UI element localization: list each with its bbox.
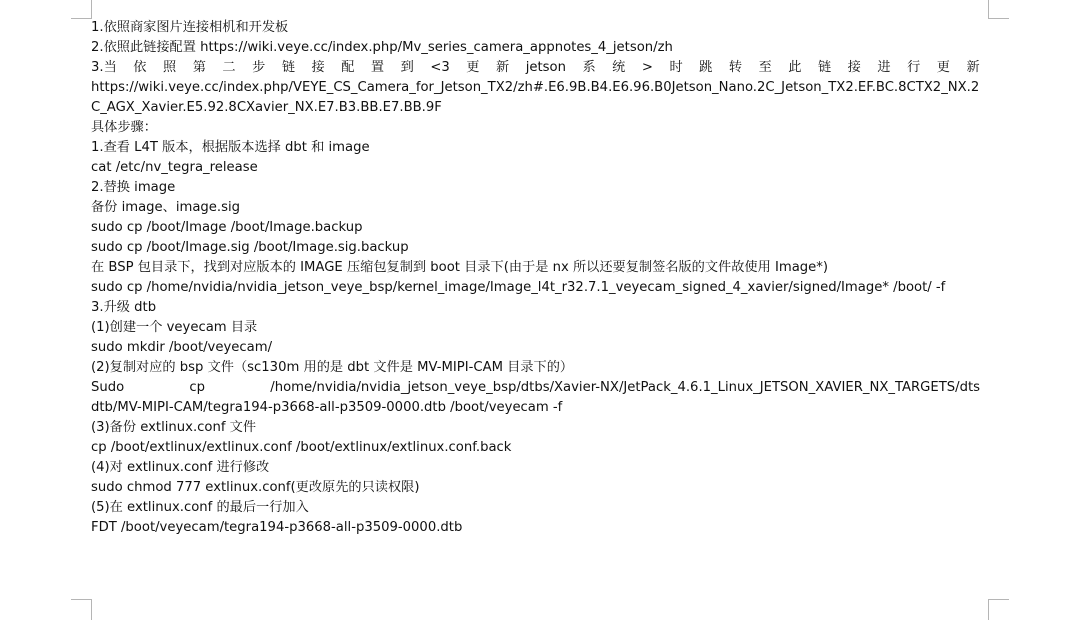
page-corner-mark-bottom-left bbox=[71, 599, 92, 620]
step3-sub5: (5)在 extlinux.conf 的最后一行加入 bbox=[91, 500, 309, 515]
paragraph-config-link: 2.依照此链接配置 https://wiki.veye.cc/index.php/Mv_series_camera_appnotes_4_jetson/zh bbox=[91, 40, 673, 55]
update-system-word: 新 bbox=[496, 60, 510, 75]
update-system-word: 二 bbox=[222, 60, 236, 75]
step3-sub3-command: cp /boot/extlinux/extlinux.conf /boot/extlinux/extlinux.conf.back bbox=[91, 440, 512, 455]
step2-note: 在 BSP 包目录下，找到对应版本的 IMAGE 压缩包复制到 boot 目录下(由于是 nx 所以还要复制签名版的文件故使用 Image*) bbox=[91, 260, 828, 275]
update-system-word: 系 bbox=[582, 60, 596, 75]
update-system-word: 依 bbox=[133, 60, 147, 75]
step1-command: cat /etc/nv_tegra_release bbox=[91, 160, 258, 175]
step3-sub2: (2)复制对应的 bsp 文件（sc130m 用的是 dbt 文件是 MV-MIPI-CAM 目录下的） bbox=[91, 360, 574, 375]
update-system-word: 链 bbox=[281, 60, 295, 75]
update-system-word: 步 bbox=[252, 60, 266, 75]
update-system-word: 接 bbox=[311, 60, 325, 75]
update-system-word: 新 bbox=[966, 60, 980, 75]
update-system-word: > bbox=[641, 60, 653, 75]
step3-title: 3.升级 dtb bbox=[91, 300, 157, 315]
step3-sub5-command: FDT /boot/veyecam/tegra194-p3668-all-p3509-0000.dtb bbox=[91, 520, 463, 535]
step2-command-1: sudo cp /boot/Image /boot/Image.backup bbox=[91, 220, 363, 235]
step3-sub1: (1)创建一个 veyecam 目录 bbox=[91, 320, 258, 335]
update-system-word: <3 bbox=[430, 60, 450, 75]
step3-sub2-command-justified bbox=[91, 378, 980, 398]
update-system-word: 配 bbox=[341, 60, 355, 75]
step2-title: 2.替换 image bbox=[91, 180, 176, 195]
update-system-word: 行 bbox=[907, 60, 921, 75]
update-system-word: 更 bbox=[466, 60, 480, 75]
step3-sub2-command-cont: dtb/MV-MIPI-CAM/tegra194-p3668-all-p3509-0000.dtb /boot/veyecam -f bbox=[91, 400, 563, 415]
step3-sub3: (3)备份 extlinux.conf 文件 bbox=[91, 420, 257, 435]
update-system-word: 链 bbox=[817, 60, 832, 75]
update-system-word: 第 bbox=[192, 60, 206, 75]
update-system-word: 到 bbox=[400, 60, 414, 75]
update-system-word: 转 bbox=[728, 60, 743, 75]
page-corner-mark-bottom-right bbox=[988, 599, 1009, 620]
document-body[interactable] bbox=[91, 18, 980, 538]
step2-command-3: sudo cp /home/nvidia/nvidia_jetson_veye_bsp/kernel_image/Image_l4t_r32.7.1_veyecam_signed_4_xavier/signed/Image* /boot/ -f bbox=[91, 280, 946, 295]
update-system-word: 接 bbox=[847, 60, 861, 75]
update-system-word: 3.当 bbox=[91, 60, 117, 75]
step1-title: 1.查看 L4T 版本，根据版本选择 dbt 和 image bbox=[91, 140, 370, 155]
paragraph-update-system-url: https://wiki.veye.cc/index.php/VEYE_CS_Camera_for_Jetson_TX2/zh#.E6.9B.B4.E6.96.B0Jetson_Nano.2C_Jetson_TX2.EF.BC.8CTX2_NX.2C_AGX_Xavier.E5.92.8CXavier_NX.E7.B3.BB.E7.BB.9F bbox=[91, 80, 980, 115]
copy-dtb-command-word: Sudo bbox=[91, 380, 125, 395]
paragraph-update-system-justified bbox=[91, 58, 980, 78]
steps-heading: 具体步骤： bbox=[91, 120, 157, 135]
update-system-word: 照 bbox=[163, 60, 177, 75]
update-system-word: 更 bbox=[936, 60, 950, 75]
update-system-word: 置 bbox=[370, 60, 385, 75]
step3-sub1-command: sudo mkdir /boot/veyecam/ bbox=[91, 340, 273, 355]
update-system-word: 进 bbox=[877, 60, 891, 75]
step3-sub4: (4)对 extlinux.conf 进行修改 bbox=[91, 460, 270, 475]
update-system-word: 统 bbox=[612, 60, 626, 75]
paragraph-connect-camera: 1.依照商家图片连接相机和开发板 bbox=[91, 20, 289, 35]
update-system-word: 至 bbox=[758, 60, 772, 75]
step3-sub4-command: sudo chmod 777 extlinux.conf(更改原先的只读权限) bbox=[91, 480, 420, 495]
step2-backup-note: 备份 image、image.sig bbox=[91, 200, 241, 215]
copy-dtb-command-word: /home/nvidia/nvidia_jetson_veye_bsp/dtbs/Xavier-NX/JetPack_4.6.1_Linux_JETSON_XAVIER_NX_TARGETS/dts bbox=[270, 380, 980, 395]
update-system-word: 此 bbox=[788, 60, 802, 75]
update-system-word: 时 bbox=[669, 60, 683, 75]
step2-command-2: sudo cp /boot/Image.sig /boot/Image.sig.backup bbox=[91, 240, 409, 255]
update-system-word: jetson bbox=[525, 60, 566, 75]
copy-dtb-command-word: cp bbox=[189, 380, 206, 395]
update-system-word: 跳 bbox=[699, 60, 713, 75]
page-corner-mark-top-right bbox=[988, 0, 1009, 19]
page-corner-mark-top-left bbox=[71, 0, 92, 19]
